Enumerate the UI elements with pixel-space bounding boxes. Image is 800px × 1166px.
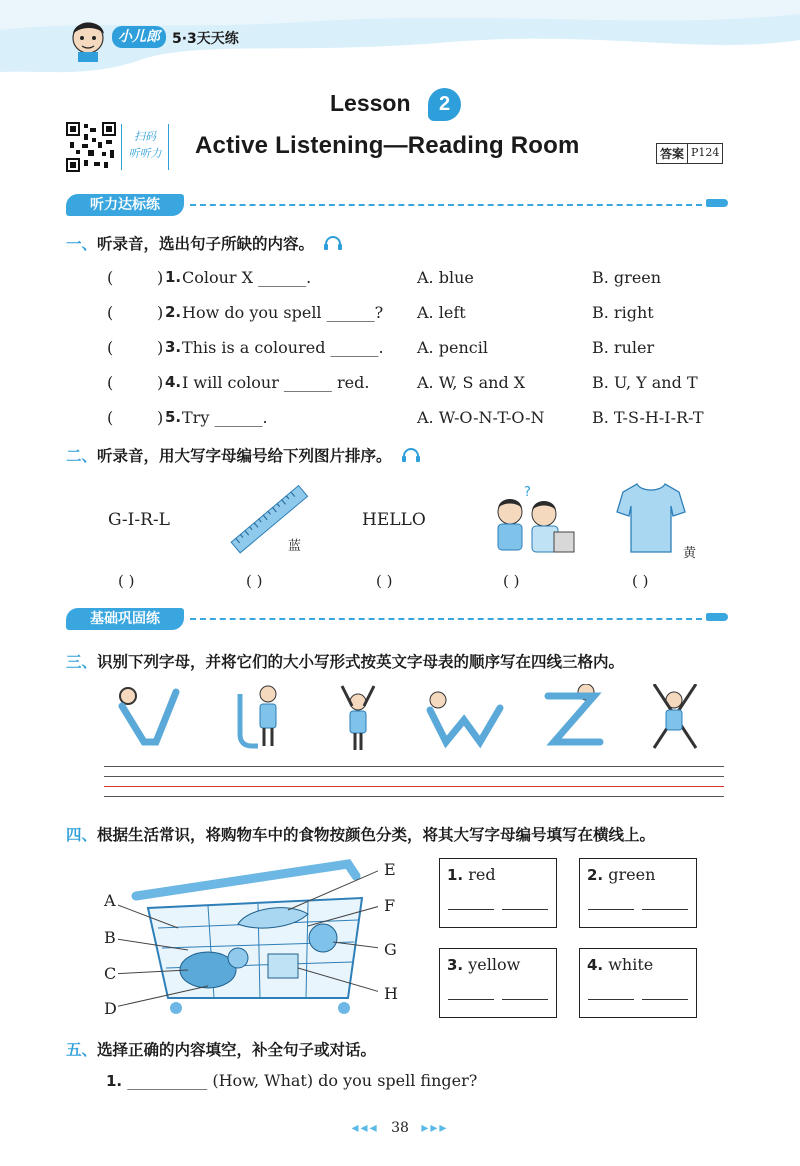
q1-heading xyxy=(66,232,343,254)
figure-letter-z-icon xyxy=(548,684,600,742)
option-a: A. blue xyxy=(417,268,474,287)
cart-label-h: H xyxy=(384,984,398,1003)
q5-item-text[interactable]: __________ (How, What) do you spell finger? xyxy=(127,1071,478,1090)
figure-letter-x-icon xyxy=(654,684,696,748)
cart-label-f: F xyxy=(384,896,396,915)
q1-item xyxy=(107,373,747,399)
scan-hint xyxy=(121,124,169,170)
answer-page-tag xyxy=(656,143,723,164)
category-box-red xyxy=(439,858,557,928)
q1-item-number: 1. xyxy=(165,268,182,286)
category-name: white xyxy=(608,955,654,974)
category-number: 2. xyxy=(587,866,604,884)
cart-label-e: E xyxy=(384,860,396,879)
svg-text:?: ? xyxy=(524,485,531,500)
q5-item-number: 1. xyxy=(106,1072,123,1090)
category-name: yellow xyxy=(468,955,521,974)
banner-basic-label: 基础巩固练 xyxy=(66,608,184,630)
answer-paren[interactable]: ( ) xyxy=(376,572,393,590)
q4-number: 四、 xyxy=(66,826,98,844)
q1-item-text: Try ______. xyxy=(182,408,268,427)
brand-logo xyxy=(112,26,166,48)
qr-code-icon[interactable] xyxy=(66,122,116,172)
q1-item xyxy=(107,408,747,434)
scan-line-1: 扫码 xyxy=(134,130,156,143)
q5-item xyxy=(106,1071,477,1090)
page-title: Active Listening—Reading Room xyxy=(195,132,580,159)
answer-paren[interactable]: ( ) xyxy=(118,572,135,590)
category-number: 3. xyxy=(447,956,464,974)
option-b: B. T-S-H-I-R-T xyxy=(592,408,704,427)
answer-blank[interactable] xyxy=(588,999,634,1000)
answer-paren-close: ) xyxy=(157,268,164,287)
q1-item-text: Colour X ______. xyxy=(182,268,312,287)
cart-label-b: B xyxy=(104,928,116,947)
q5-heading xyxy=(66,1038,376,1060)
option-b: B. green xyxy=(592,268,662,287)
pencil-icon xyxy=(706,199,728,207)
category-number: 4. xyxy=(587,956,604,974)
answer-paren-close: ) xyxy=(157,338,164,357)
q1-item-number: 2. xyxy=(165,303,182,321)
picture-girl-spelling: G-I-R-L xyxy=(108,510,170,530)
left-arrows-icon: ◂◂◂ xyxy=(351,1120,379,1136)
brand-name: 小儿郎 xyxy=(118,29,160,45)
q1-item xyxy=(107,338,747,364)
answer-paren-open[interactable]: ( xyxy=(107,268,114,287)
figure-letter-u-icon xyxy=(240,686,276,746)
four-line-grid[interactable] xyxy=(104,766,724,806)
cart-label-d: D xyxy=(104,999,117,1018)
answer-paren[interactable]: ( ) xyxy=(632,572,649,590)
pencil-icon xyxy=(706,613,728,621)
tshirt-icon xyxy=(615,480,687,556)
answer-blank[interactable] xyxy=(642,999,688,1000)
shopping-cart-icon xyxy=(118,858,378,1018)
answer-paren-close: ) xyxy=(157,408,164,427)
q1-instruction: 听录音，选出句子所缺的内容。 xyxy=(97,235,315,253)
q2-instruction: 听录音，用大写字母编号给下列图片排序。 xyxy=(97,447,392,465)
page-footer xyxy=(0,1120,800,1136)
q1-item-number: 5. xyxy=(165,408,182,426)
category-number: 1. xyxy=(447,866,464,884)
page-number: 38 xyxy=(391,1120,409,1136)
banner-listening xyxy=(66,194,188,216)
mascot-icon xyxy=(66,16,110,62)
answer-paren-close: ) xyxy=(157,373,164,392)
cart-label-c: C xyxy=(104,964,117,983)
answer-blank[interactable] xyxy=(588,909,634,910)
figure-letter-w-icon xyxy=(430,692,500,742)
banner-listening-label: 听力达标练 xyxy=(66,194,184,216)
q1-item-text: How do you spell ______? xyxy=(182,303,384,322)
answer-paren-open[interactable]: ( xyxy=(107,373,114,392)
option-b: B. right xyxy=(592,303,654,322)
category-box-white xyxy=(579,948,697,1018)
q1-item-text: This is a coloured ______. xyxy=(182,338,384,357)
q3-heading xyxy=(66,650,624,672)
q1-item xyxy=(107,268,747,294)
option-b: B. U, Y and T xyxy=(592,373,698,392)
option-a: A. left xyxy=(417,303,466,322)
answer-page: P124 xyxy=(687,144,722,163)
series-name: 5·3天天练 xyxy=(172,31,239,47)
body-letter-figures xyxy=(108,684,708,754)
q5-instruction: 选择正确的内容填空，补全句子或对话。 xyxy=(97,1041,377,1059)
q2-number: 二、 xyxy=(66,447,98,465)
answer-blank[interactable] xyxy=(642,909,688,910)
q2-heading xyxy=(66,444,421,466)
category-name: green xyxy=(608,865,656,884)
answer-paren[interactable]: ( ) xyxy=(246,572,263,590)
banner-basic xyxy=(66,608,188,630)
header-band xyxy=(0,0,800,96)
option-b: B. ruler xyxy=(592,338,655,357)
answer-blank[interactable] xyxy=(448,999,494,1000)
answer-paren-open[interactable]: ( xyxy=(107,303,114,322)
category-box-yellow xyxy=(439,948,557,1018)
ruler-color-label: 蓝 xyxy=(288,539,302,554)
kids-talking-icon xyxy=(488,482,578,558)
q5-number: 五、 xyxy=(66,1041,98,1059)
option-a: A. pencil xyxy=(417,338,488,357)
answer-blank[interactable] xyxy=(502,999,548,1000)
scan-line-2: 听听力 xyxy=(128,147,162,160)
option-a: A. W-O-N-T-O-N xyxy=(417,408,545,427)
answer-label: 答案 xyxy=(660,147,685,161)
cart-label-a: A xyxy=(104,891,116,910)
q3-instruction: 识别下列字母，并将它们的大小写形式按英文字母表的顺序写在四线三格内。 xyxy=(97,653,625,671)
category-name: red xyxy=(468,865,496,884)
headphone-icon[interactable] xyxy=(401,447,421,463)
q3-number: 三、 xyxy=(66,653,98,671)
banner-divider xyxy=(190,618,702,620)
headphone-icon[interactable] xyxy=(323,235,343,251)
answer-blank[interactable] xyxy=(448,909,494,910)
right-arrows-icon: ▸▸▸ xyxy=(421,1120,449,1136)
figure-letter-y-icon xyxy=(342,686,374,750)
answer-paren-close: ) xyxy=(157,303,164,322)
answer-paren-open[interactable]: ( xyxy=(107,338,114,357)
answer-blank[interactable] xyxy=(502,909,548,910)
answer-paren-open[interactable]: ( xyxy=(107,408,114,427)
option-a: A. W, S and X xyxy=(417,373,526,392)
q4-instruction: 根据生活常识，将购物车中的食物按颜色分类，将其大写字母编号填写在横线上。 xyxy=(97,826,656,844)
q1-item-number: 3. xyxy=(165,338,182,356)
q1-item-text: I will colour ______ red. xyxy=(182,373,370,392)
q1-number: 一、 xyxy=(66,235,98,253)
category-box-green xyxy=(579,858,697,928)
q1-item xyxy=(107,303,747,329)
picture-hello-spelling: HELLO xyxy=(362,510,426,530)
answer-paren[interactable]: ( ) xyxy=(503,572,520,590)
lesson-number-badge: 2 xyxy=(428,88,461,121)
q1-item-number: 4. xyxy=(165,373,182,391)
q4-heading xyxy=(66,823,655,845)
cart-label-g: G xyxy=(384,940,397,959)
banner-divider xyxy=(190,204,702,206)
tshirt-color-label: 黄 xyxy=(683,546,697,561)
figure-letter-v-icon xyxy=(120,688,176,742)
lesson-word: Lesson xyxy=(330,90,411,116)
